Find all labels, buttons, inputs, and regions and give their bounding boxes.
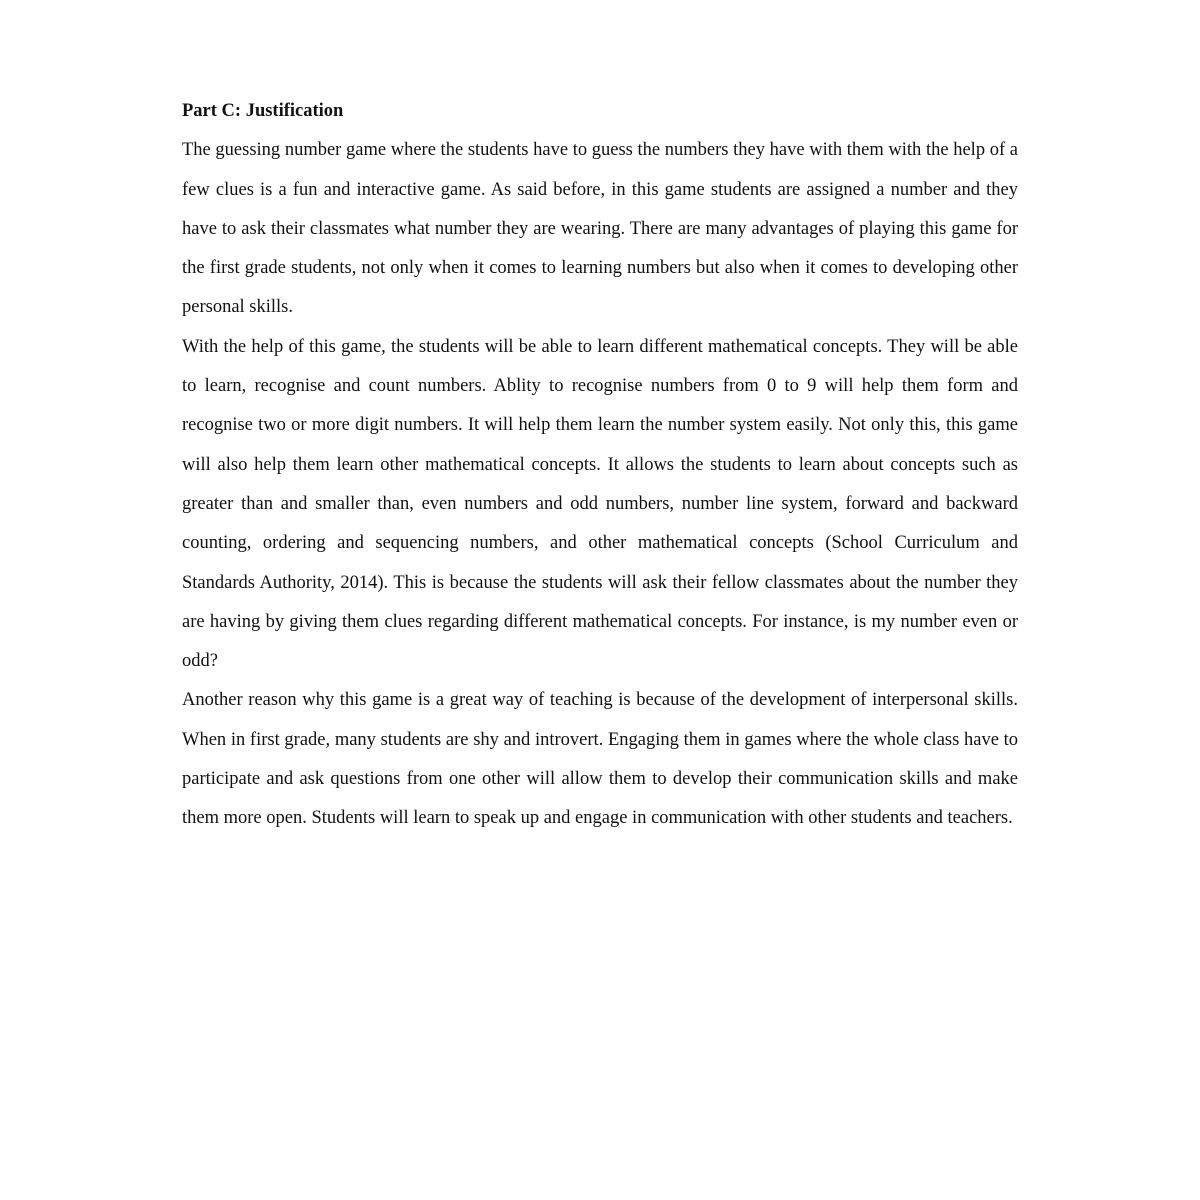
paragraph-mathematical-concepts: With the help of this game, the students will be able to learn different mathematical concepts. They will be able to learn, recognise and count numbers. Ablity to recognise numbers from 0 to 9 will help them form and recognise two or more digit numbers. It will help them learn the number system easily. Not only this, this game will also help them learn other mathematical concepts. It allows the students to learn about concepts such as greater than and smaller than, even numbers and odd numbers, number line system, forward and backward counting, ordering and sequencing numbers, and other mathematical concepts (School Curriculum and Standards Authority, 2014). This is because the students will ask their fellow classmates about the number they are having by giving them clues regarding different mathematical concepts. For instance, is my number even or odd? bbox=[182, 336, 1018, 672]
paragraph-introduction: The guessing number game where the students have to guess the numbers they have with them with the help of a few clues is a fun and interactive game. As said before, in this game students are assigned a number and they have to ask their classmates what number they are wearing. There are many advantages of playing this game for the first grade students, not only when it comes to learning numbers but also when it comes to developing other personal skills. bbox=[182, 140, 1018, 318]
section-heading: Part C: Justification bbox=[182, 101, 344, 121]
paragraph-interpersonal-skills: Another reason why this game is a great way of teaching is because of the development of interpersonal skills. When in first grade, many students are shy and introvert. Engaging them in games where the whole class have to participate and ask questions from one other will allow them to develop their communication skills and make them more open. Students will learn to speak up and engage in communication with other students and teachers. bbox=[182, 690, 1018, 829]
document-page bbox=[182, 92, 1018, 839]
